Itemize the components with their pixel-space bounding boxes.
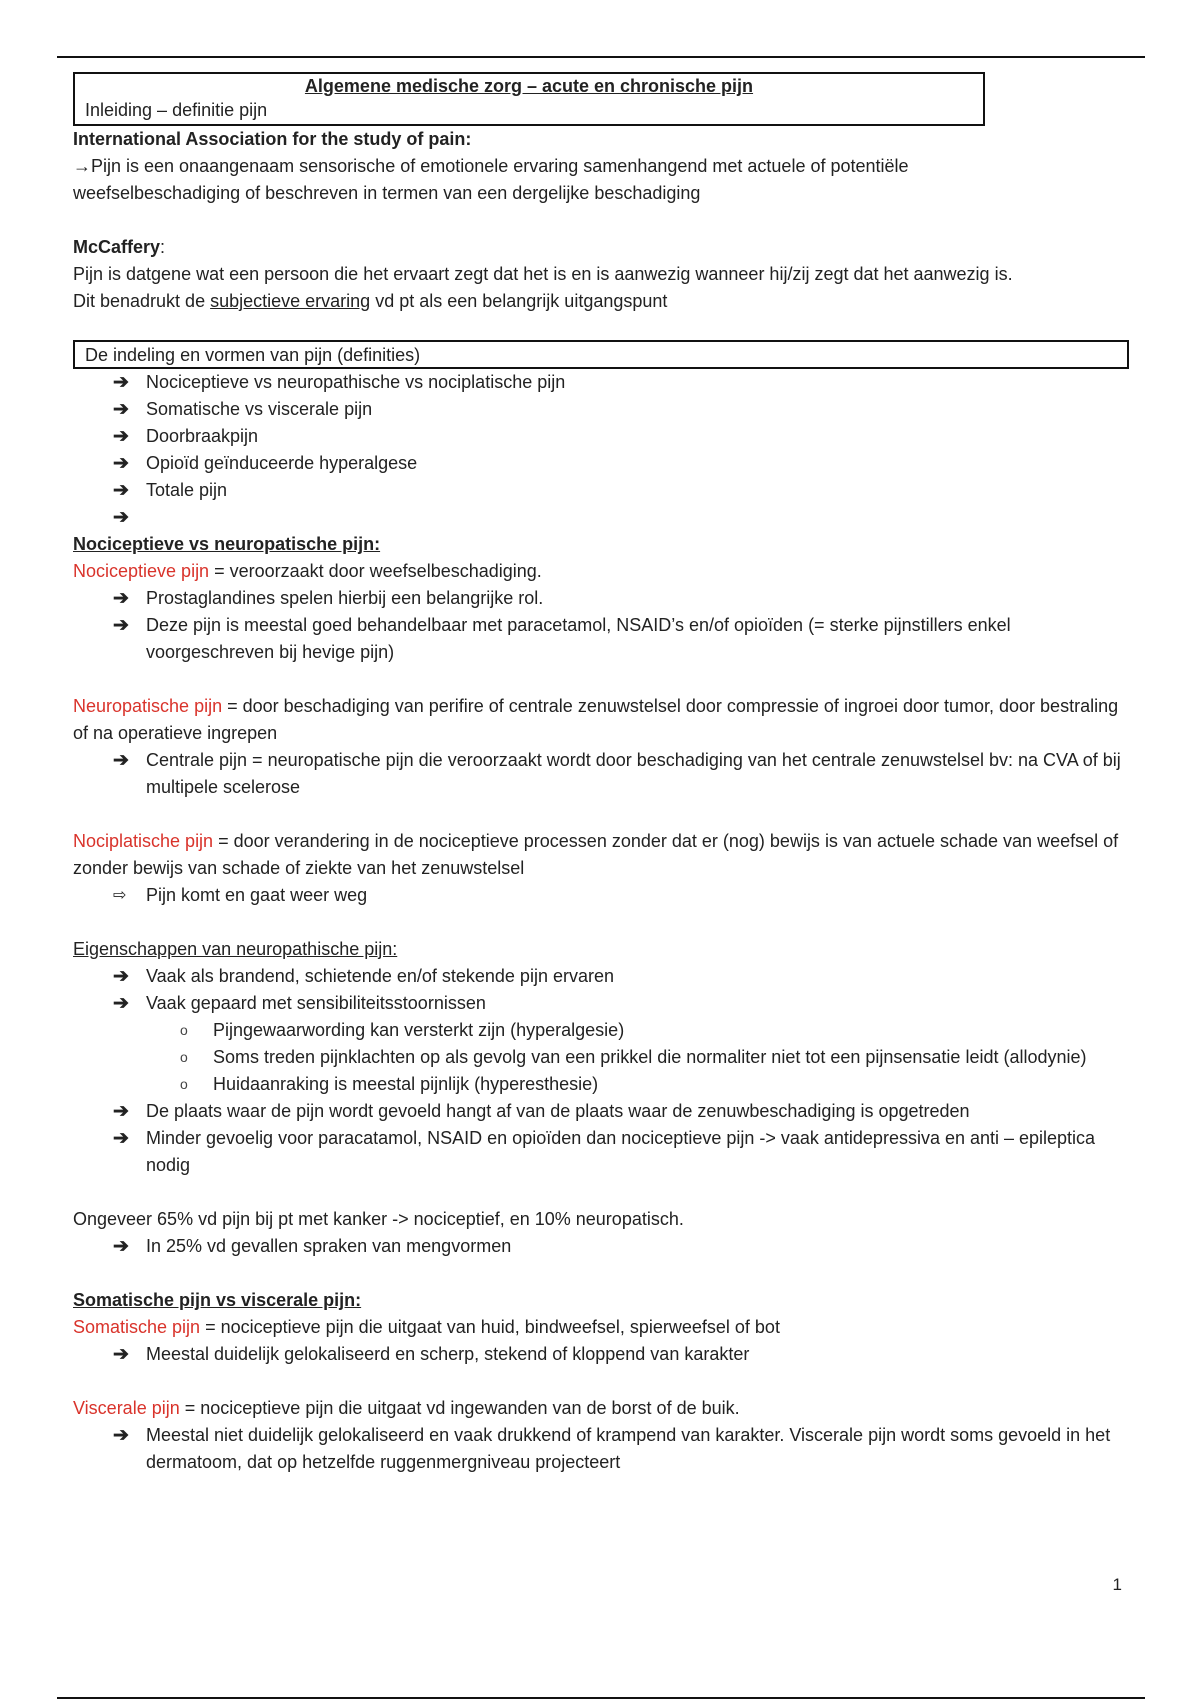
indeling-list	[73, 369, 1133, 531]
circle-bullet-icon: o	[180, 1049, 188, 1065]
list-item: ➔ Centrale pijn = neuropatische pijn die veroorzaakt wordt door beschadiging van het centrale zenuwstelsel bv: na CVA of bij multipele scelerose	[113, 747, 1133, 801]
arrow-right-icon: →	[73, 156, 91, 176]
circle-bullet-icon: o	[180, 1076, 188, 1092]
soma-visc-heading: Somatische pijn vs viscerale pijn:	[73, 1290, 362, 1310]
mccaffery-line1: Pijn is datgene wat een persoon die het ervaart zegt dat het is en is aanwezig wanneer hij/zij zegt dat het aanwezig is.	[73, 264, 1013, 284]
kanker-text: Ongeveer 65% vd pijn bij pt met kanker -> nociceptief, en 10% neuropatisch.	[73, 1209, 684, 1229]
list-item: o Soms treden pijnklachten op als gevolg van een prikkel die normaliter niet tot een pijnsensatie leidt (allodynie)	[180, 1044, 1133, 1071]
arrow-right-icon: ➔	[113, 453, 129, 474]
bottom-rule	[57, 1697, 1145, 1699]
nociceptief-term: Nociceptieve pijn	[73, 561, 210, 581]
arrow-right-icon: ➔	[113, 399, 129, 420]
eigenschappen-subpoints	[73, 1017, 1133, 1098]
iasp-heading: International Association for the study of pain:	[73, 129, 472, 149]
list-item: ➔ In 25% vd gevallen spraken van mengvormen	[113, 1233, 1133, 1260]
top-rule	[57, 56, 1145, 58]
kanker-points	[73, 1233, 1133, 1260]
list-item: ➔ Vaak gepaard met sensibiliteitsstoornissen	[113, 990, 1133, 1017]
neuropatisch-term: Neuropatische pijn	[73, 696, 223, 716]
mccaffery-heading: McCaffery:	[73, 237, 166, 257]
list-item: ➔ Meestal duidelijk gelokaliseerd en scherp, stekend of kloppend van karakter	[113, 1341, 1133, 1368]
arrow-right-icon: ➔	[113, 1344, 129, 1365]
arrow-right-icon: ➔	[113, 480, 129, 501]
list-item: ➔ Deze pijn is meestal goed behandelbaar met paracetamol, NSAID’s en/of opioïden (= sterke pijnstillers enkel voorgeschreven bij hevige pijn)	[113, 612, 1133, 666]
arrow-right-icon: ➔	[113, 372, 129, 393]
list-item	[113, 504, 1133, 531]
indeling-box: De indeling en vormen van pijn (definities)	[73, 340, 1129, 369]
list-item: ⇨ Pijn komt en gaat weer weg	[113, 882, 1133, 909]
arrow-right-icon: ➔	[113, 426, 129, 447]
iasp-definition: →Pijn is een onaangenaam sensorische of emotionele ervaring samenhangend met actuele of potentiële	[73, 156, 909, 176]
eigenschappen-points-b	[73, 1098, 1133, 1179]
nociplatisch-term: Nociplatische pijn	[73, 831, 214, 851]
somatisch-term: Somatische pijn	[73, 1317, 201, 1337]
list-item: o Pijngewaarwording kan versterkt zijn (hyperalgesie)	[180, 1017, 1133, 1044]
arrow-right-icon: ➔	[113, 1236, 129, 1257]
title-box	[73, 72, 985, 126]
circle-bullet-icon: o	[180, 1022, 188, 1038]
nociceptief-definition: Nociceptieve pijn = veroorzaakt door weefselbeschadiging.	[73, 561, 542, 581]
nociplatisch-definition: Nociplatische pijn = door verandering in de nociceptieve processen zonder dat er (nog) bewijs is van actuele schade van weefsel of zonder bewijs van schade of ziekte van het zenuwstelsel	[73, 831, 1119, 878]
list-item: ➔ De plaats waar de pijn wordt gevoeld hangt af van de plaats waar de zenuwbeschadiging is opgetreden	[113, 1098, 1133, 1125]
page-number: 1	[1112, 1575, 1122, 1594]
list-item: ➔ Prostaglandines spelen hierbij een belangrijke rol.	[113, 585, 1133, 612]
somatisch-points	[73, 1341, 1133, 1368]
page-subtitle: Inleiding – definitie pijn	[85, 100, 268, 120]
list-item: ➔ Totale pijn	[113, 477, 1133, 504]
nociplatisch-points	[73, 882, 1133, 909]
arrow-right-icon: ➔	[113, 507, 129, 528]
list-item: ➔ Vaak als brandend, schietende en/of stekende pijn ervaren	[113, 963, 1133, 990]
iasp-definition-cont: weefselbeschadiging of beschreven in termen van een dergelijke beschadiging	[73, 183, 701, 203]
visceraal-term: Viscerale pijn	[73, 1398, 180, 1418]
document-page	[73, 72, 1133, 1476]
list-item: ➔ Nociceptieve vs neuropathische vs nociplatische pijn	[113, 369, 1133, 396]
list-item: ➔ Opioïd geïnduceerde hyperalgese	[113, 450, 1133, 477]
list-item: ➔ Meestal niet duidelijk gelokaliseerd en vaak drukkend of krampend van karakter. Viscerale pijn wordt soms gevoeld in het dermatoom, dat op hetzelfde ruggenmergniveau projecteert	[113, 1422, 1133, 1476]
list-item: o Huidaanraking is meestal pijnlijk (hyperesthesie)	[180, 1071, 1133, 1098]
neuropatisch-points	[73, 747, 1133, 801]
neuropatisch-definition: Neuropatische pijn = door beschadiging van perifire of centrale zenuwstelsel door compressie of ingroei door tumor, door bestraling of na operatieve ingrepen	[73, 696, 1119, 743]
arrow-right-icon: ➔	[113, 1425, 129, 1446]
arrow-right-icon: ➔	[113, 1101, 129, 1122]
mccaffery-line2: Dit benadrukt de subjectieve ervaring vd pt als een belangrijk uitgangspunt	[73, 291, 668, 311]
eigenschappen-points-a	[73, 963, 1133, 1017]
page-title: Algemene medische zorg – acute en chronische pijn	[304, 76, 754, 96]
nociceptief-points	[73, 585, 1133, 666]
hollow-arrow-right-icon: ⇨	[113, 887, 127, 904]
list-item: ➔ Doorbraakpijn	[113, 423, 1133, 450]
eigenschappen-heading: Eigenschappen van neuropathische pijn:	[73, 939, 398, 959]
list-item: ➔ Minder gevoelig voor paracatamol, NSAID en opioïden dan nociceptieve pijn -> vaak antidepressiva en anti – epileptica nodig	[113, 1125, 1133, 1179]
arrow-right-icon: ➔	[113, 993, 129, 1014]
visceraal-points	[73, 1422, 1133, 1476]
list-item: ➔ Somatische vs viscerale pijn	[113, 396, 1133, 423]
arrow-right-icon: ➔	[113, 750, 129, 771]
visceraal-definition: Viscerale pijn = nociceptieve pijn die uitgaat vd ingewanden van de borst of de buik.	[73, 1398, 740, 1418]
somatisch-definition: Somatische pijn = nociceptieve pijn die uitgaat van huid, bindweefsel, spierweefsel of bot	[73, 1317, 780, 1337]
arrow-right-icon: ➔	[113, 615, 129, 636]
noci-neuro-heading: Nociceptieve vs neuropatische pijn:	[73, 534, 381, 554]
arrow-right-icon: ➔	[113, 966, 129, 987]
arrow-right-icon: ➔	[113, 1128, 129, 1149]
arrow-right-icon: ➔	[113, 588, 129, 609]
